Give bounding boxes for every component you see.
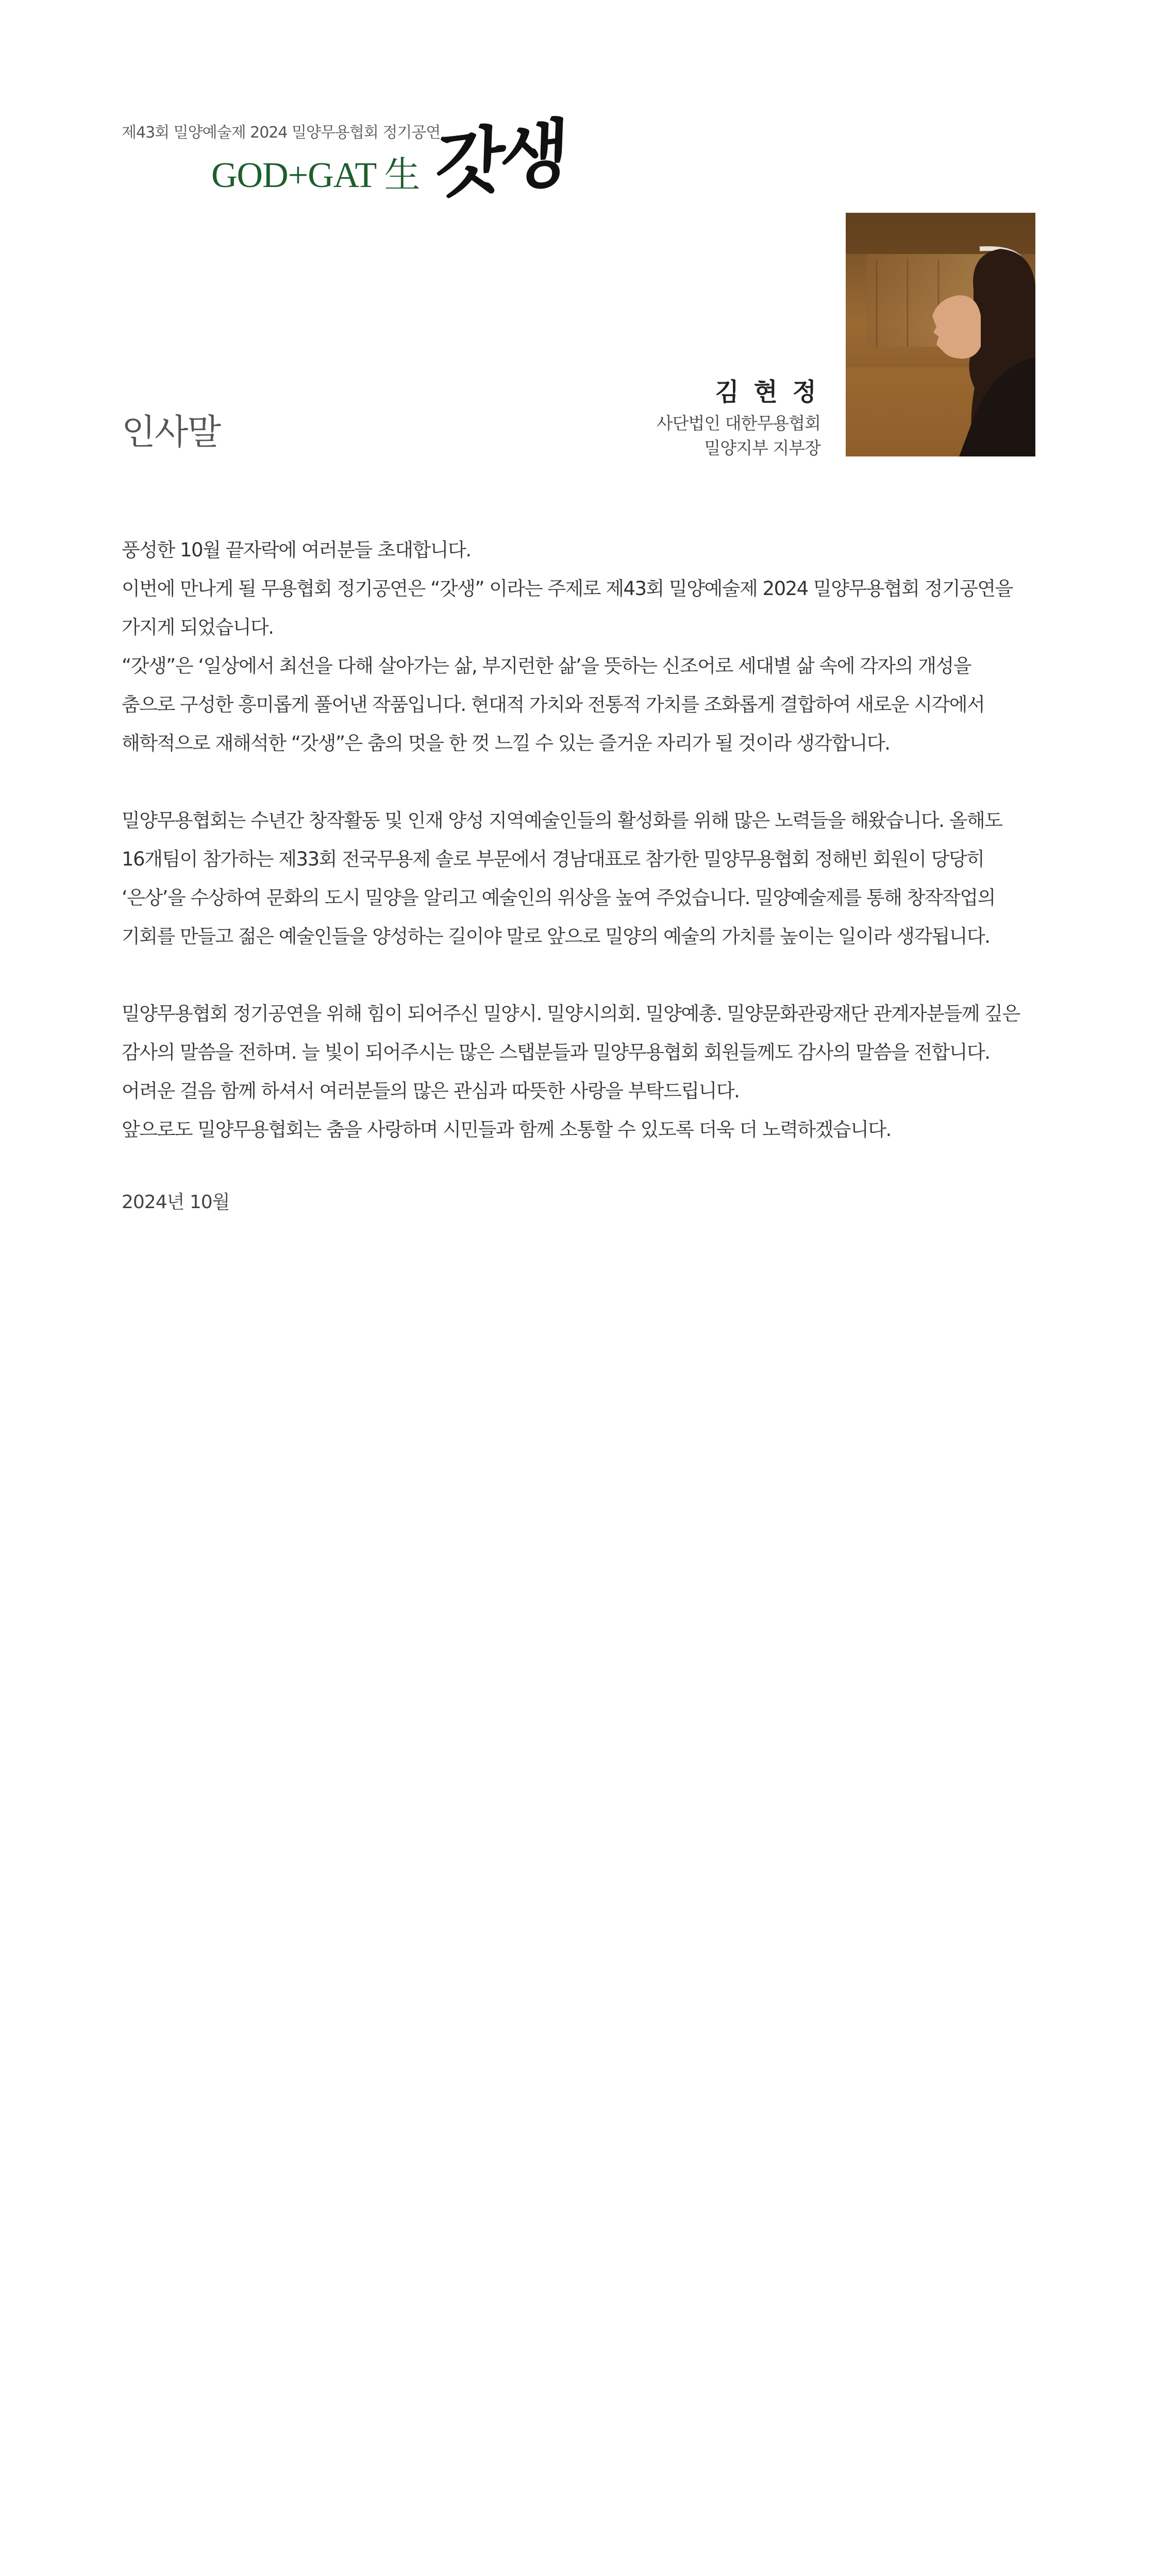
paragraph [122, 531, 1039, 762]
author-position-line: 사단법인 대한무용협회 [656, 413, 820, 433]
letter-date: 2024년 10월 [122, 1192, 230, 1213]
text-line: 밀양무용협회 정기공연을 위해 힘이 되어주신 밀양시. 밀양시의회. 밀양예총. 밀양문화관광재단 관계자분들께 깊은 [122, 1003, 1020, 1025]
event-subtitle: 제43회 밀양예술제 2024 밀양무용협회 정기공연 [122, 124, 441, 142]
text-line: 기회를 만들고 젊은 예술인들을 양성하는 길이야 말로 앞으로 밀양의 예술의 가치를 높이는 일이라 생각됩니다. [122, 925, 990, 947]
text-line: 해학적으로 재해석한 “갓생”은 춤의 멋을 한 껏 느낄 수 있는 즐거운 자리가 될 것이라 생각합니다. [122, 732, 890, 754]
paragraph [122, 994, 1039, 1149]
author-position-line: 밀양지부 지부장 [704, 438, 820, 458]
text-line: 어려운 걸음 함께 하셔서 여러분들의 많은 관심과 따뜻한 사랑을 부탁드립니다. [122, 1080, 740, 1102]
greeting-body [122, 531, 1039, 1188]
text-line: 가지게 되었습니다. [122, 616, 274, 638]
text-line: ‘은상’을 수상하여 문화의 도시 밀양을 알리고 예술인의 위상을 높여 주었습니다. 밀양예술제를 통해 창작작업의 [122, 887, 995, 909]
paragraph [122, 801, 1039, 956]
text-line: 춤으로 구성한 흥미롭게 풀어낸 작품입니다. 현대적 가치와 전통적 가치를 조화롭게 결합하여 새로운 시각에서 [122, 693, 985, 716]
page-title: 인사말 [122, 412, 221, 453]
text-line: 이번에 만나게 될 무용협회 정기공연은 “갓생” 이라는 주제로 제43회 밀양예술제 2024 밀양무용협회 정기공연을 [122, 578, 1013, 600]
portrait-photo [846, 213, 1035, 456]
text-line: 밀양무용협회는 수년간 창작활동 및 인재 양성 지역예술인들의 활성화를 위해 많은 노력들을 해왔습니다. 올해도 [122, 809, 1002, 832]
author-position [657, 411, 820, 461]
calligraphy-logo: 갓생 [434, 110, 566, 209]
event-title: GOD+GAT 生 [211, 156, 420, 195]
author-name: 김 현 정 [715, 378, 819, 406]
text-line: 감사의 말씀을 전하며. 늘 빛이 되어주시는 많은 스탭분들과 밀양무용협회 회원들께도 감사의 말씀을 전합니다. [122, 1041, 990, 1063]
text-line: 풍성한 10월 끝자락에 여러분들 초대합니다. [122, 539, 471, 561]
text-line: 앞으로도 밀양무용협회는 춤을 사랑하며 시민들과 함께 소통할 수 있도록 더욱 더 노력하겠습니다. [122, 1118, 891, 1141]
text-line: 16개팀이 참가하는 제33회 전국무용제 솔로 부문에서 경남대표로 참가한 밀양무용협회 정해빈 회원이 당당히 [122, 848, 984, 870]
text-line: “갓생”은 ‘일상에서 최선을 다해 살아가는 삶, 부지런한 삶’을 뜻하는 신조어로 세대별 삶 속에 각자의 개성을 [122, 655, 971, 677]
